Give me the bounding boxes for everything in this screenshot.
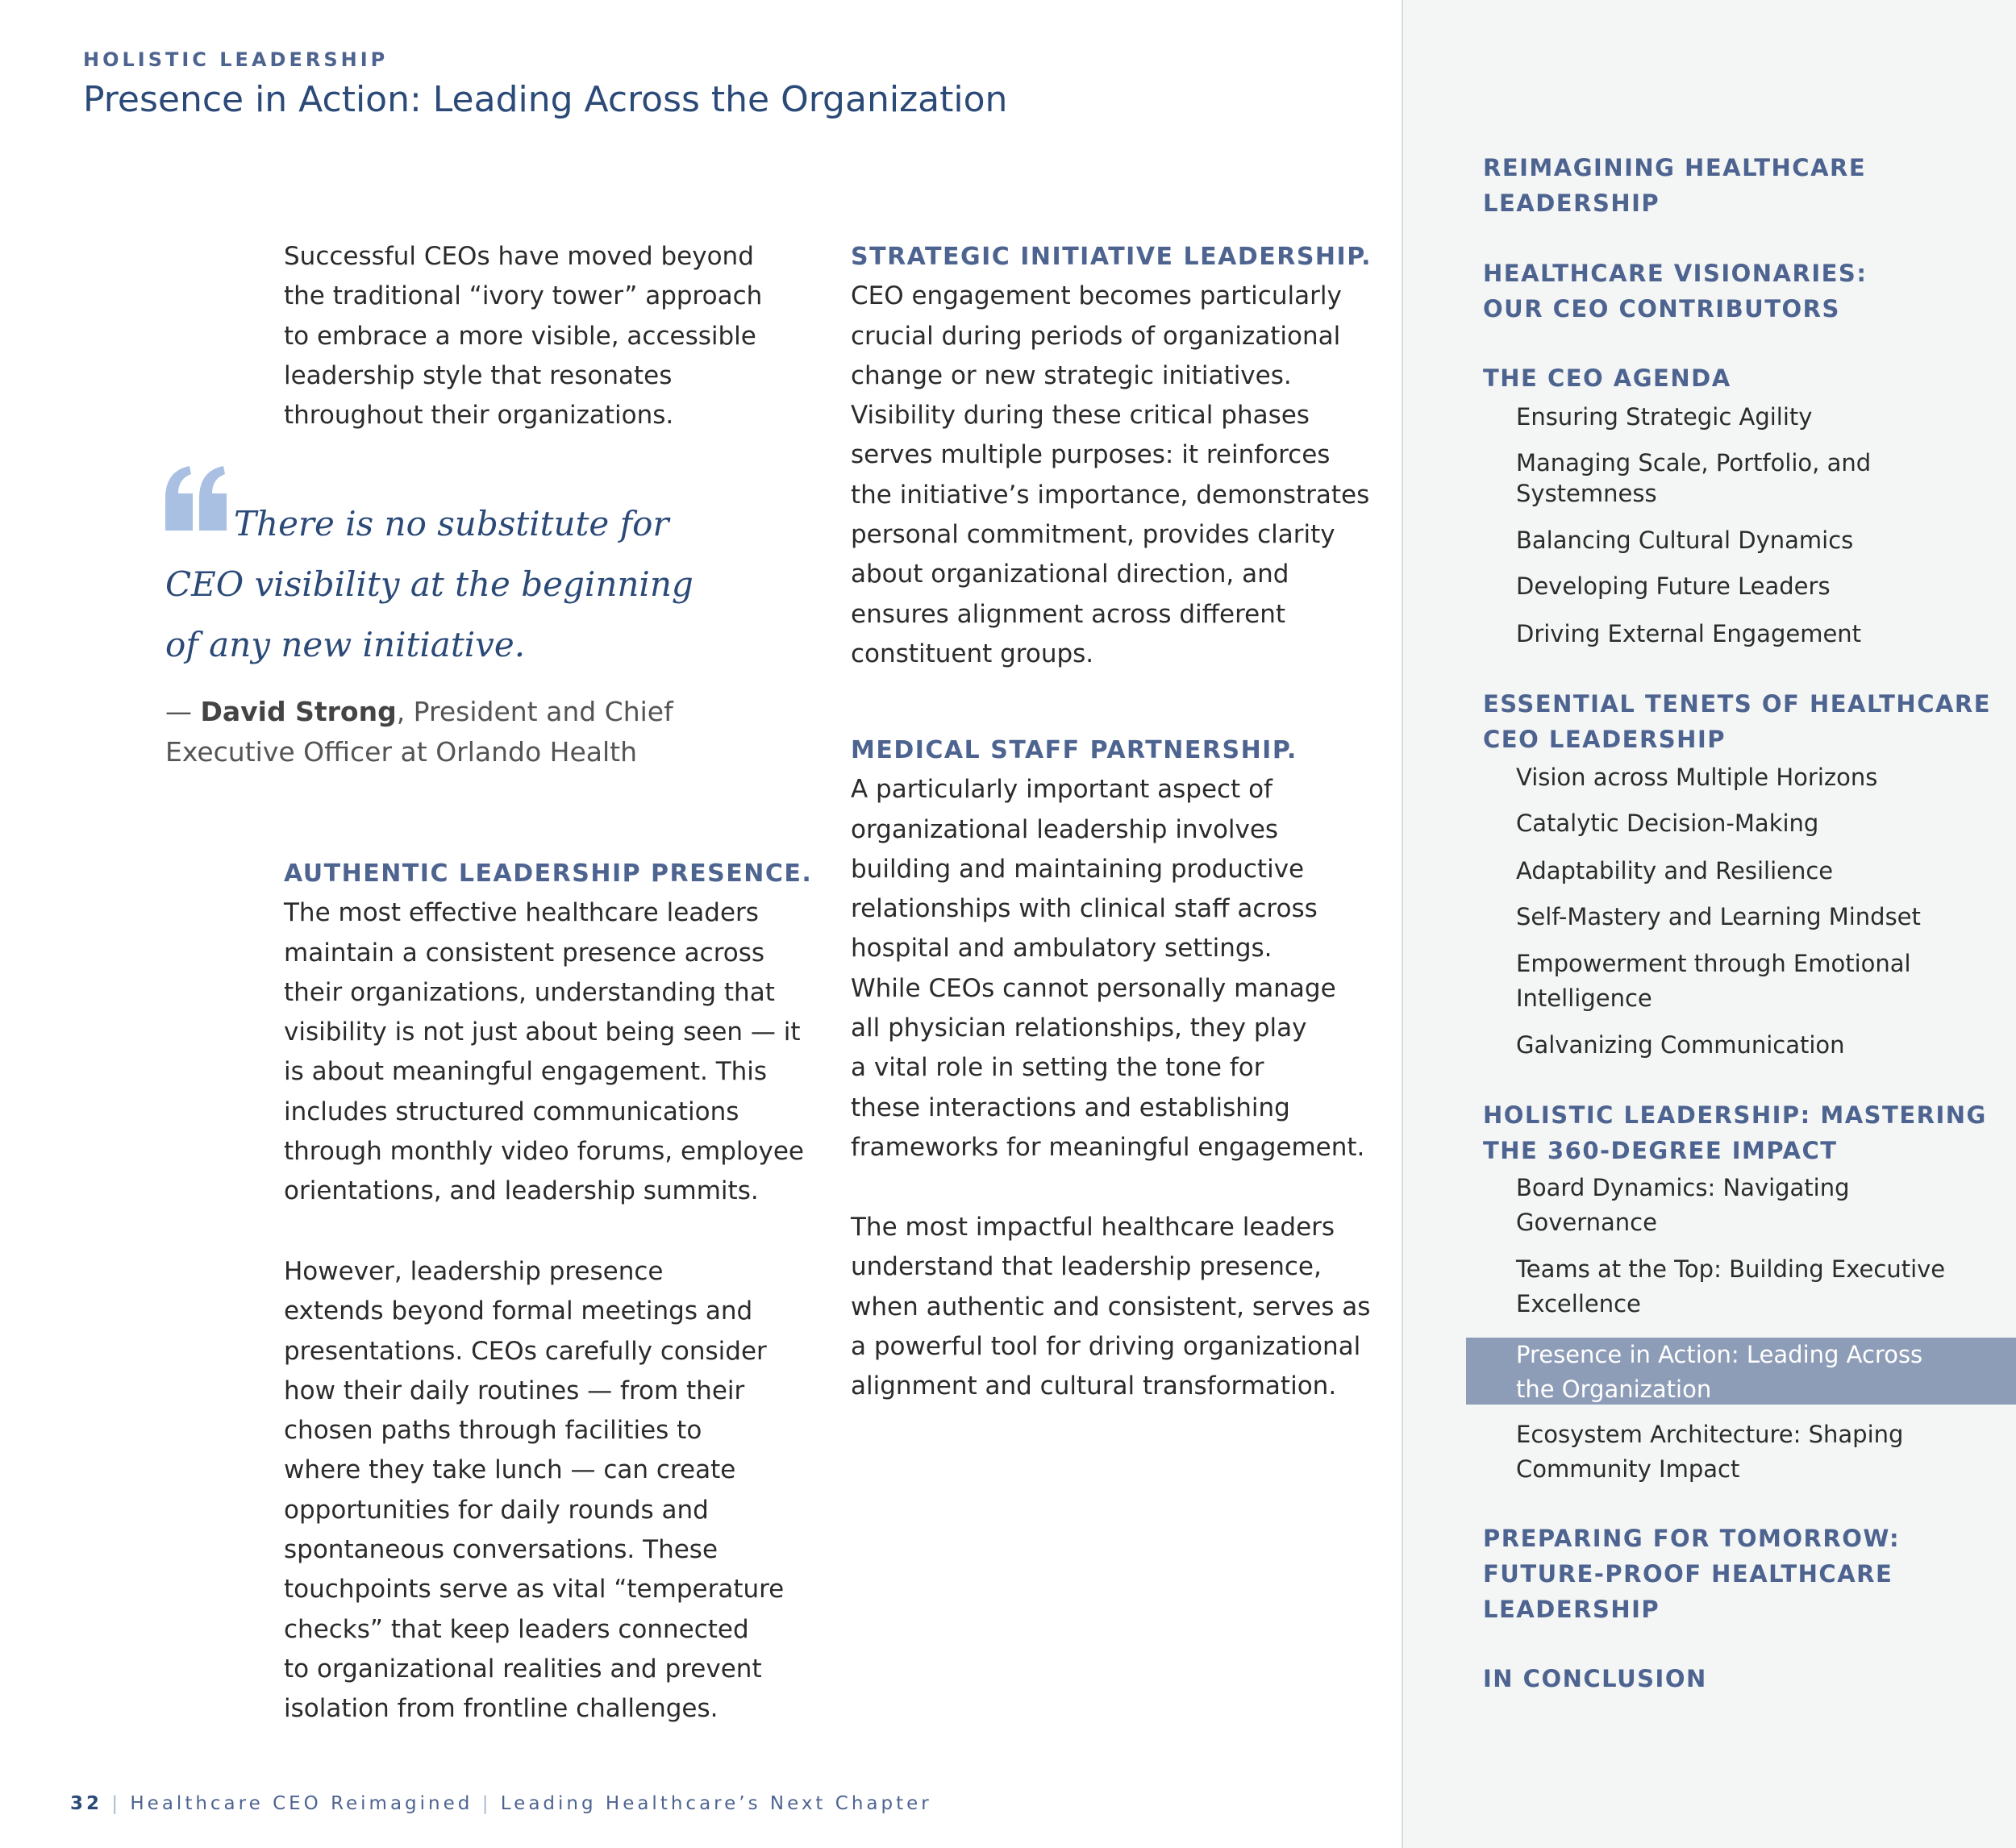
section-heading: STRATEGIC INITIATIVE LEADERSHIP. xyxy=(851,243,1372,271)
section-kicker: HOLISTIC LEADERSHIP xyxy=(83,48,389,71)
section-heading: AUTHENTIC LEADERSHIP PRESENCE. xyxy=(284,859,813,888)
intro-paragraph: Successful CEOs have moved beyond the traditional “ivory tower” approach to embrace a more visible, accessible leadership style that resonates throughout their organizations. xyxy=(284,242,763,431)
toc-item[interactable]: Self-Mastery and Learning Mindset xyxy=(1516,903,1921,930)
publication-subtitle: Leading Healthcare’s Next Chapter xyxy=(500,1793,932,1814)
attribution-dash: — xyxy=(165,696,201,727)
toc-item-active[interactable]: Presence in Action: Leading Across the Organization xyxy=(1466,1338,2016,1405)
toc-section-essential-tenets[interactable]: ESSENTIAL TENETS OF HEALTHCARE CEO LEADERSHIP xyxy=(1483,690,1992,753)
toc-item[interactable]: Balancing Cultural Dynamics xyxy=(1516,527,1854,554)
quote-author: David Strong xyxy=(200,696,397,727)
section-heading: MEDICAL STAFF PARTNERSHIP. xyxy=(851,736,1297,764)
closing-paragraph: The most impactful healthcare leaders understand that leadership presence, when authentic and consistent, serves as a powerful tool for driving organizational alignment and cultural transformation. xyxy=(851,1213,1371,1401)
toc-section-in-conclusion[interactable]: IN CONCLUSION xyxy=(1483,1665,1707,1692)
table-of-contents-sidebar xyxy=(1402,0,2016,1848)
toc-section-ceo-agenda[interactable]: THE CEO AGENDA xyxy=(1483,364,1731,392)
section-body: CEO engagement becomes particularly crucial during periods of organizational change or new strategic initiatives. Visibility during these critical phases serves multiple purposes: it reinforces the initiative’s importance, demonstrates personal commitment, provides clarity about organizational direction, and ensures alignment across different constituent groups. xyxy=(851,281,1370,668)
toc-section-preparing-tomorrow[interactable]: PREPARING FOR TOMORROW: FUTURE-PROOF HEALTHCARE LEADERSHIP xyxy=(1483,1525,1901,1623)
page-number: 32 xyxy=(70,1793,103,1814)
authentic-presence-section xyxy=(284,854,812,1212)
section-body: The most effective healthcare leaders maintain a consistent presence across their organizations, understanding that visibility is not just about being seen — it is about meaningful engagement. This includes structured communications through monthly video forums, employee orientations, and leadership summits. xyxy=(284,898,804,1206)
toc-item[interactable]: Board Dynamics: Navigating Governance xyxy=(1516,1174,1850,1236)
toc-item[interactable]: Ensuring Strategic Agility xyxy=(1516,403,1813,431)
section-body: A particularly important aspect of organizational leadership involves building and maintaining productive relationships with clinical staff across hospital and ambulatory settings. While CEOs cannot personally manage all physician relationships, they play a vital role in setting the tone for these interactions and establishing frameworks for meaningful engagement. xyxy=(851,775,1365,1162)
toc-item[interactable]: Developing Future Leaders xyxy=(1516,572,1831,600)
page-footer: 32 | Healthcare CEO Reimagined | Leading Healthcare’s Next Chapter xyxy=(70,1793,932,1814)
publication-title: Healthcare CEO Reimagined xyxy=(130,1793,473,1814)
however-paragraph: However, leadership presence extends beyond formal meetings and presentations. CEOs carefully consider how their daily routines — from their chosen paths through facilities to where they take lunch — can create opportunities for daily rounds and spontaneous conversations. These touchpoints serve as vital “temperature checks” that keep leaders connected to organizational realities and prevent isolation from frontline challenges. xyxy=(284,1257,785,1724)
toc-item[interactable]: Driving External Engagement xyxy=(1516,620,1862,647)
strategic-initiative-section xyxy=(851,237,1372,674)
toc-item[interactable]: Vision across Multiple Horizons xyxy=(1516,764,1878,791)
quote-attribution: — David Strong, President and Chief Executive Officer at Orlando Health xyxy=(165,696,673,768)
page-title: Presence in Action: Leading Across the Organization xyxy=(83,79,1008,120)
toc-item[interactable]: Teams at the Top: Building Executive Excellence xyxy=(1516,1255,1946,1317)
toc-item[interactable]: Empowerment through Emotional Intelligence xyxy=(1516,950,1911,1012)
toc-item[interactable]: Managing Scale, Portfolio, and Systemness xyxy=(1516,449,1872,507)
toc-item[interactable]: Adaptability and Resilience xyxy=(1516,857,1834,884)
pull-quote: There is no substitute for CEO visibility at the beginning of any new initiative. xyxy=(165,504,694,664)
medical-staff-section xyxy=(851,730,1364,1167)
toc-item[interactable]: Galvanizing Communication xyxy=(1516,1031,1845,1059)
toc-item[interactable]: Ecosystem Architecture: Shaping Community Impact xyxy=(1516,1421,1904,1483)
toc-section-holistic-leadership[interactable]: HOLISTIC LEADERSHIP: MASTERING THE 360-DEGREE IMPACT xyxy=(1483,1101,1987,1164)
toc-section-visionaries[interactable]: HEALTHCARE VISIONARIES: OUR CEO CONTRIBUTORS xyxy=(1483,260,1868,323)
toc-item[interactable]: Catalytic Decision-Making xyxy=(1516,810,1819,837)
toc-section-reimagining[interactable]: REIMAGINING HEALTHCARE LEADERSHIP xyxy=(1483,154,1867,217)
